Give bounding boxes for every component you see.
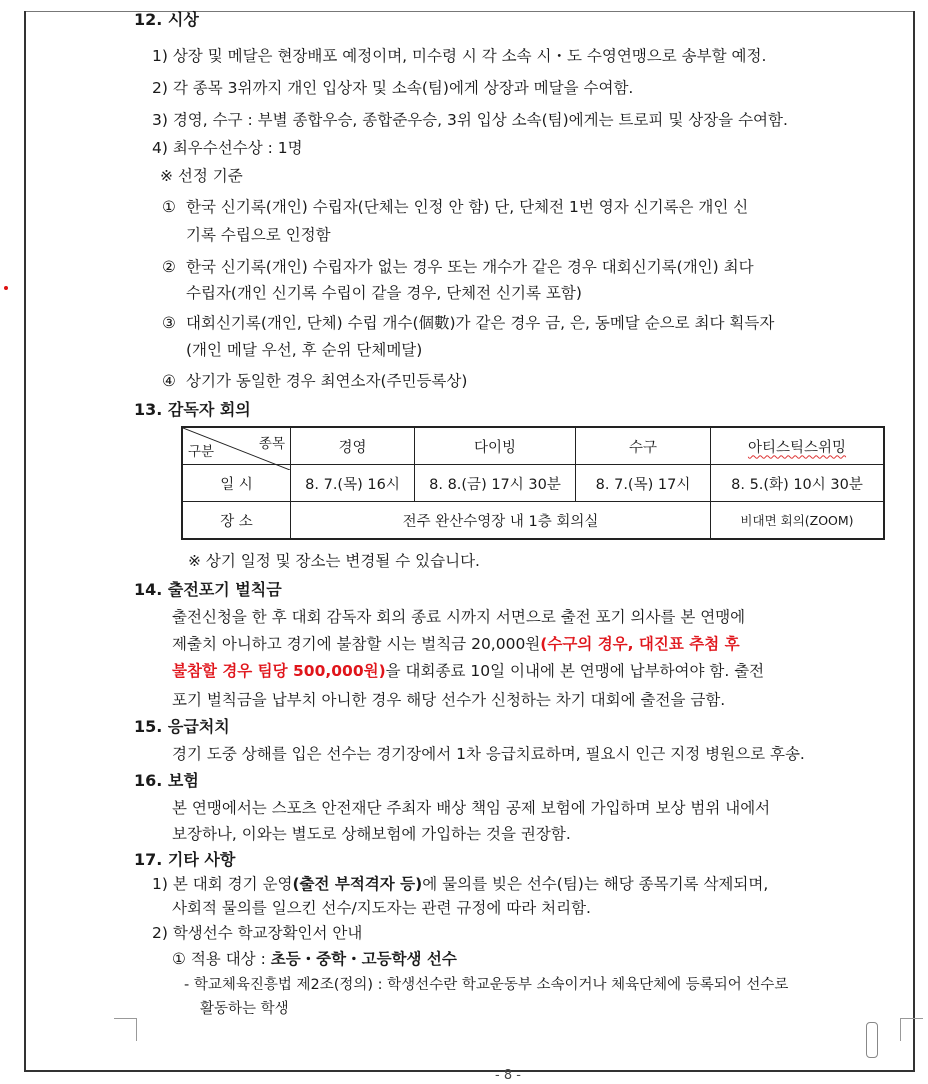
section-15-title: 15. 응급처치 (134, 717, 230, 736)
s17-item-2-sub-pre: ① 적용 대상 : (172, 950, 271, 968)
criteria-2-line2: 수립자(개인 신기록 수립이 같을 경우, 단체전 신기록 포함) (186, 284, 582, 302)
table-corner-cell (182, 427, 291, 465)
s14-line-2-text: 제출치 아니하고 경기에 불참할 시는 벌칙금 20,000원 (172, 635, 541, 653)
column-header: 경영 (291, 427, 415, 465)
s14-line-3-text: 을 대회종료 10일 이내에 본 연맹에 납부하여야 함. 출전 (385, 662, 765, 680)
criteria-3-line2: (개인 메달 우선, 후 순위 단체메달) (186, 341, 423, 359)
table-cell: 전주 완산수영장 내 1층 회의실 (291, 502, 711, 540)
s14-line-2 (172, 634, 740, 654)
section-12-title: 12. 시상 (134, 10, 199, 29)
table-cell: 8. 7.(목) 17시 (576, 465, 711, 502)
section-17-title: 17. 기타 사항 (134, 850, 236, 869)
section-14-title: 14. 출전포기 벌칙금 (134, 580, 282, 599)
table-row (182, 465, 884, 502)
column-header-text: 아티스틱스위밍 (747, 439, 847, 456)
corner-mark-left (114, 1018, 137, 1041)
criteria-2-num: ② (162, 258, 176, 276)
s17-item-2: 2) 학생선수 학교장확인서 안내 (152, 924, 363, 942)
table-row (182, 427, 884, 465)
s14-line-3-red: 불참할 경우 팀당 500,000원) (172, 662, 386, 680)
s12-item-1 (152, 46, 766, 66)
s14-line-3 (172, 661, 764, 681)
criteria-1-line1: 한국 신기록(개인) 수립자(단체는 인정 안 함) 단, 단체전 1번 영자 신기록은 개인 신 (186, 198, 749, 216)
table-cell: 8. 7.(목) 16시 (291, 465, 415, 502)
corner-bottom-label: 구분 (188, 444, 215, 460)
criteria-2-line1: 한국 신기록(개인) 수립자가 없는 경우 또는 개수가 같은 경우 대회신기록(개인) 최다 (186, 258, 754, 276)
section-16-title: 16. 보험 (134, 771, 199, 790)
corner-mark-right (900, 1018, 923, 1041)
s17-item-1-post: 에 물의를 빚은 선수(팀)는 해당 종목기록 삭제되며, (422, 875, 769, 893)
s17-item-2-sub-bold: 초등・중학・고등학생 선수 (270, 950, 457, 968)
s17-item-1 (152, 874, 768, 894)
table-row (182, 502, 884, 540)
page-number: - 8 - (495, 1068, 521, 1083)
s17-item-1-line2: 사회적 물의를 일으킨 선수/지도자는 관련 규정에 따라 처리함. (172, 899, 591, 917)
criteria-title: ※ 선정 기준 (160, 167, 243, 185)
meeting-table (181, 426, 885, 540)
s14-line-4: 포기 벌칙금을 납부치 아니한 경우 해당 선수가 신청하는 차기 대회에 출전을 금함. (172, 691, 726, 709)
s17-item-1-bold: (출전 부적격자 등) (292, 875, 423, 893)
s15-line-1: 경기 도중 상해를 입은 선수는 경기장에서 1차 응급치료하며, 필요시 인근 지정 병원으로 후송. (172, 745, 805, 763)
table-cell: 8. 8.(금) 17시 30분 (415, 465, 576, 502)
section-13-title: 13. 감독자 회의 (134, 400, 251, 419)
margin-marker (4, 286, 8, 290)
s12-item-2: 2) 각 종목 3위까지 개인 입상자 및 소속(팀)에게 상장과 메달을 수여함. (152, 79, 634, 97)
s12-item-1-text: 1) 상장 및 메달은 현장배포 예정이며, 미수령 시 각 소속 시・도 수영연맹으로 송부할 예정. (152, 47, 767, 65)
table-cell: 비대면 회의(ZOOM) (711, 502, 885, 540)
table-cell: 8. 5.(화) 10시 30분 (711, 465, 885, 502)
column-header: 다이빙 (415, 427, 576, 465)
s14-line-2-red: (수구의 경우, 대진표 추첨 후 (540, 635, 740, 653)
s17-item-2-sub (172, 949, 457, 969)
criteria-1-line2: 기록 수립으로 인정함 (186, 226, 331, 244)
criteria-1-num: ① (162, 198, 176, 216)
s17-dash-line-1: - 학교체육진흥법 제2조(정의) : 학생선수란 학교운동부 소속이거나 체육단체에 등록되어 선수로 (184, 977, 789, 993)
s16-line-2: 보장하나, 이와는 별도로 상해보험에 가입하는 것을 권장함. (172, 825, 571, 843)
corner-top-label: 종목 (258, 436, 285, 452)
criteria-4-num: ④ (162, 372, 176, 390)
criteria-3-num: ③ (162, 314, 176, 332)
criteria-4-line1: 상기가 동일한 경우 최연소자(주민등록상) (186, 372, 468, 390)
scroll-handle-icon[interactable] (866, 1022, 878, 1058)
s12-item-3: 3) 경영, 수구 : 부별 종합우승, 종합준우승, 3위 입상 소속(팀)에게는 트로피 및 상장을 수여함. (152, 111, 788, 129)
column-header (711, 427, 885, 465)
row-label-date: 일 시 (182, 465, 291, 502)
criteria-3-line1: 대회신기록(개인, 단체) 수립 개수(個數)가 같은 경우 금, 은, 동메달 순으로 최다 획득자 (186, 314, 775, 332)
column-header: 수구 (576, 427, 711, 465)
row-label-place: 장 소 (182, 502, 291, 540)
s13-note: ※ 상기 일정 및 장소는 변경될 수 있습니다. (188, 552, 480, 570)
s16-line-1: 본 연맹에서는 스포츠 안전재단 주최자 배상 책임 공제 보험에 가입하며 보상 범위 내에서 (172, 799, 771, 817)
s12-item-4: 4) 최우수선수상 : 1명 (152, 139, 303, 157)
s17-dash-line-2: 활동하는 학생 (200, 1001, 289, 1017)
s14-line-1: 출전신청을 한 후 대회 감독자 회의 종료 시까지 서면으로 출전 포기 의사를 본 연맹에 (172, 608, 746, 626)
s17-item-1-pre: 1) 본 대회 경기 운영 (152, 875, 293, 893)
